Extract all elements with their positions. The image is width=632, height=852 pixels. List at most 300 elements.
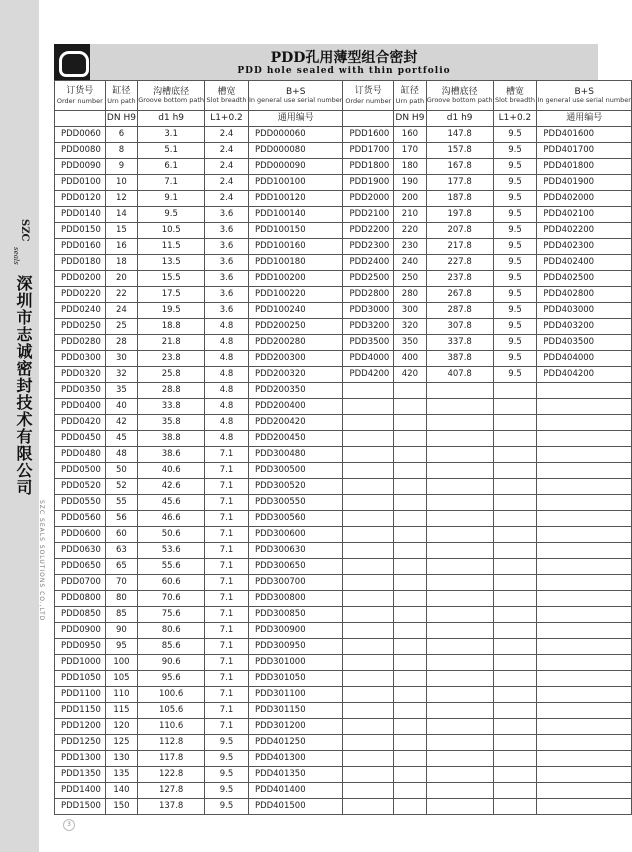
table-cell: 177.8 bbox=[426, 175, 493, 191]
table-cell: 6 bbox=[105, 127, 138, 143]
table-cell bbox=[493, 383, 537, 399]
table-cell: 3.6 bbox=[205, 303, 249, 319]
column-header bbox=[394, 81, 427, 111]
table-cell bbox=[343, 783, 394, 799]
table-cell bbox=[537, 799, 632, 815]
table-cell bbox=[493, 655, 537, 671]
table-cell: 18 bbox=[105, 255, 138, 271]
table-cell bbox=[343, 735, 394, 751]
table-cell: PDD2200 bbox=[343, 223, 394, 239]
page-header bbox=[54, 44, 598, 80]
table-row bbox=[55, 719, 632, 735]
brand-block bbox=[12, 215, 32, 496]
table-cell bbox=[426, 623, 493, 639]
table-cell bbox=[493, 495, 537, 511]
table-cell: 90 bbox=[105, 623, 138, 639]
table-cell: 65 bbox=[105, 559, 138, 575]
table-cell: PDD401700 bbox=[537, 143, 632, 159]
company-name-en: SZC SEALS SOLUTIONS CO.,LTD bbox=[38, 500, 45, 622]
column-header-cn: 沟槽底径 bbox=[441, 87, 478, 97]
table-cell: PDD200450 bbox=[248, 431, 343, 447]
table-cell bbox=[537, 687, 632, 703]
table-cell: PDD1350 bbox=[55, 767, 106, 783]
table-cell: 300 bbox=[394, 303, 427, 319]
table-cell: 7.1 bbox=[205, 447, 249, 463]
table-cell bbox=[426, 687, 493, 703]
table-cell bbox=[493, 719, 537, 735]
table-cell: 320 bbox=[394, 319, 427, 335]
table-cell bbox=[426, 751, 493, 767]
table-row bbox=[55, 479, 632, 495]
column-header-en: Urn path bbox=[395, 96, 425, 105]
table-cell: 250 bbox=[394, 271, 427, 287]
table-cell: 22 bbox=[105, 287, 138, 303]
table-cell: PDD1700 bbox=[343, 143, 394, 159]
table-cell: PDD300900 bbox=[248, 623, 343, 639]
table-row bbox=[55, 703, 632, 719]
table-cell: 9.5 bbox=[493, 239, 537, 255]
page-number: 3 bbox=[63, 819, 75, 831]
table-cell bbox=[493, 575, 537, 591]
table-cell: PDD0180 bbox=[55, 255, 106, 271]
table-cell: PDD404200 bbox=[537, 367, 632, 383]
table-cell: 45 bbox=[105, 431, 138, 447]
table-row bbox=[55, 367, 632, 383]
table-cell: PDD0090 bbox=[55, 159, 106, 175]
table-row bbox=[55, 431, 632, 447]
table-cell: 38.8 bbox=[138, 431, 205, 447]
table-cell: PDD300650 bbox=[248, 559, 343, 575]
table-cell bbox=[493, 591, 537, 607]
table-cell: 9.5 bbox=[205, 767, 249, 783]
table-cell: PDD1300 bbox=[55, 751, 106, 767]
table-cell bbox=[426, 703, 493, 719]
table-cell bbox=[493, 607, 537, 623]
table-cell: PDD301000 bbox=[248, 655, 343, 671]
table-cell: PDD401400 bbox=[248, 783, 343, 799]
table-cell bbox=[493, 703, 537, 719]
column-header bbox=[138, 81, 205, 111]
column-header bbox=[248, 81, 343, 111]
table-cell: 3.6 bbox=[205, 207, 249, 223]
table-cell: 337.8 bbox=[426, 335, 493, 351]
table-cell: 7.1 bbox=[205, 575, 249, 591]
table-cell: PDD1400 bbox=[55, 783, 106, 799]
column-header bbox=[55, 81, 106, 111]
table-cell bbox=[343, 575, 394, 591]
column-subheader: L1+0.2 bbox=[493, 111, 537, 127]
table-cell bbox=[426, 767, 493, 783]
table-cell bbox=[493, 415, 537, 431]
table-cell: 7.1 bbox=[205, 543, 249, 559]
table-cell: PDD0450 bbox=[55, 431, 106, 447]
column-header-en: Order number bbox=[56, 96, 103, 105]
table-cell: 9.5 bbox=[138, 207, 205, 223]
table-cell: 2.4 bbox=[205, 191, 249, 207]
table-cell: PDD0500 bbox=[55, 463, 106, 479]
table-cell: PDD2800 bbox=[343, 287, 394, 303]
table-cell: 52 bbox=[105, 479, 138, 495]
table-cell: 56 bbox=[105, 511, 138, 527]
table-cell bbox=[426, 527, 493, 543]
table-cell: PDD200300 bbox=[248, 351, 343, 367]
table-cell bbox=[343, 639, 394, 655]
table-cell bbox=[343, 511, 394, 527]
table-cell bbox=[537, 479, 632, 495]
table-cell bbox=[493, 751, 537, 767]
table-cell: 210 bbox=[394, 207, 427, 223]
column-subheader: d1 h9 bbox=[426, 111, 493, 127]
table-cell bbox=[343, 623, 394, 639]
table-cell bbox=[394, 687, 427, 703]
table-cell: 7.1 bbox=[205, 591, 249, 607]
table-cell: 80 bbox=[105, 591, 138, 607]
table-cell bbox=[394, 431, 427, 447]
table-row bbox=[55, 559, 632, 575]
table-cell: 9.5 bbox=[205, 799, 249, 815]
table-cell: PDD0060 bbox=[55, 127, 106, 143]
table-cell: 3.6 bbox=[205, 255, 249, 271]
table-cell: PDD402100 bbox=[537, 207, 632, 223]
table-row bbox=[55, 271, 632, 287]
table-cell bbox=[493, 431, 537, 447]
table-cell: PDD0950 bbox=[55, 639, 106, 655]
table-cell bbox=[426, 479, 493, 495]
table-cell: 2.4 bbox=[205, 143, 249, 159]
subheader-row bbox=[55, 111, 632, 127]
table-cell: 7.1 bbox=[138, 175, 205, 191]
table-cell: 170 bbox=[394, 143, 427, 159]
table-cell bbox=[426, 607, 493, 623]
table-cell: 6.1 bbox=[138, 159, 205, 175]
table-cell: 9.1 bbox=[138, 191, 205, 207]
table-cell: PDD301200 bbox=[248, 719, 343, 735]
table-row bbox=[55, 607, 632, 623]
table-cell: PDD0280 bbox=[55, 335, 106, 351]
seal-ring-icon bbox=[54, 44, 90, 80]
table-cell bbox=[343, 543, 394, 559]
table-cell: 7.1 bbox=[205, 495, 249, 511]
table-cell: 33.8 bbox=[138, 399, 205, 415]
table-cell bbox=[343, 527, 394, 543]
table-cell bbox=[493, 623, 537, 639]
table-cell bbox=[537, 719, 632, 735]
table-cell: PDD300600 bbox=[248, 527, 343, 543]
table-cell bbox=[394, 799, 427, 815]
table-cell bbox=[493, 767, 537, 783]
table-cell: PDD301050 bbox=[248, 671, 343, 687]
table-cell: 407.8 bbox=[426, 367, 493, 383]
table-cell: 130 bbox=[105, 751, 138, 767]
table-cell: 125 bbox=[105, 735, 138, 751]
table-cell: PDD100160 bbox=[248, 239, 343, 255]
table-cell: PDD0160 bbox=[55, 239, 106, 255]
table-row bbox=[55, 175, 632, 191]
table-row bbox=[55, 639, 632, 655]
table-cell: PDD100220 bbox=[248, 287, 343, 303]
table-cell bbox=[537, 415, 632, 431]
table-cell: PDD0900 bbox=[55, 623, 106, 639]
table-cell: 9.5 bbox=[205, 783, 249, 799]
table-cell: 140 bbox=[105, 783, 138, 799]
table-cell bbox=[426, 431, 493, 447]
table-cell: 105.6 bbox=[138, 703, 205, 719]
table-cell: 9.5 bbox=[493, 367, 537, 383]
table-cell: PDD3500 bbox=[343, 335, 394, 351]
table-cell: 30 bbox=[105, 351, 138, 367]
table-cell: PDD0850 bbox=[55, 607, 106, 623]
table-cell: 9.5 bbox=[205, 735, 249, 751]
table-cell: PDD0420 bbox=[55, 415, 106, 431]
table-row bbox=[55, 655, 632, 671]
table-cell bbox=[537, 671, 632, 687]
table-cell: 110 bbox=[105, 687, 138, 703]
table-cell: PDD401800 bbox=[537, 159, 632, 175]
table-cell: 40.6 bbox=[138, 463, 205, 479]
table-cell: 9.5 bbox=[493, 127, 537, 143]
table-cell: PDD1900 bbox=[343, 175, 394, 191]
table-cell bbox=[537, 495, 632, 511]
table-row bbox=[55, 207, 632, 223]
table-row bbox=[55, 511, 632, 527]
table-cell: PDD200420 bbox=[248, 415, 343, 431]
table-cell: 220 bbox=[394, 223, 427, 239]
table-cell: 167.8 bbox=[426, 159, 493, 175]
table-cell bbox=[394, 415, 427, 431]
table-cell: 9.5 bbox=[493, 303, 537, 319]
table-cell: 3.6 bbox=[205, 287, 249, 303]
table-cell bbox=[537, 767, 632, 783]
table-cell: PDD401500 bbox=[248, 799, 343, 815]
table-cell: 7.1 bbox=[205, 559, 249, 575]
company-logo-sub: seals bbox=[12, 247, 20, 265]
table-cell: PDD402200 bbox=[537, 223, 632, 239]
table-cell: PDD200400 bbox=[248, 399, 343, 415]
table-cell bbox=[394, 751, 427, 767]
table-cell: PDD403500 bbox=[537, 335, 632, 351]
table-cell: PDD1100 bbox=[55, 687, 106, 703]
table-cell: 55.6 bbox=[138, 559, 205, 575]
table-row bbox=[55, 143, 632, 159]
table-cell: 40 bbox=[105, 399, 138, 415]
table-cell: 197.8 bbox=[426, 207, 493, 223]
table-cell bbox=[394, 543, 427, 559]
table-cell bbox=[394, 623, 427, 639]
table-cell bbox=[426, 735, 493, 751]
table-cell: 18.8 bbox=[138, 319, 205, 335]
table-cell: PDD0800 bbox=[55, 591, 106, 607]
table-cell: 32 bbox=[105, 367, 138, 383]
table-cell: PDD1150 bbox=[55, 703, 106, 719]
table-cell: PDD100180 bbox=[248, 255, 343, 271]
table-cell: 80.6 bbox=[138, 623, 205, 639]
column-subheader bbox=[343, 111, 394, 127]
table-cell: 90.6 bbox=[138, 655, 205, 671]
table-cell: 3.1 bbox=[138, 127, 205, 143]
table-cell: 307.8 bbox=[426, 319, 493, 335]
table-row bbox=[55, 223, 632, 239]
table-cell bbox=[394, 703, 427, 719]
table-cell: 50 bbox=[105, 463, 138, 479]
table-cell bbox=[426, 495, 493, 511]
table-cell: 25.8 bbox=[138, 367, 205, 383]
column-subheader: 通用编号 bbox=[248, 111, 343, 127]
table-cell: 9.5 bbox=[493, 351, 537, 367]
table-cell: PDD401350 bbox=[248, 767, 343, 783]
table-cell: 240 bbox=[394, 255, 427, 271]
table-cell: 207.8 bbox=[426, 223, 493, 239]
column-header-en: Groove bottom path bbox=[138, 96, 205, 104]
table-cell bbox=[426, 639, 493, 655]
table-cell bbox=[537, 623, 632, 639]
table-cell bbox=[394, 591, 427, 607]
column-header-cn: B+S bbox=[285, 87, 306, 97]
table-cell: 267.8 bbox=[426, 287, 493, 303]
table-cell: 9 bbox=[105, 159, 138, 175]
table-row bbox=[55, 783, 632, 799]
table-cell bbox=[537, 543, 632, 559]
table-cell bbox=[343, 655, 394, 671]
table-cell bbox=[493, 543, 537, 559]
table-cell: PDD1000 bbox=[55, 655, 106, 671]
table-cell: PDD4200 bbox=[343, 367, 394, 383]
column-header-cn: 订货号 bbox=[66, 85, 94, 96]
company-name-cn: 深圳市志诚密封技术有限公司 bbox=[14, 274, 33, 496]
column-subheader: L1+0.2 bbox=[205, 111, 249, 127]
table-cell bbox=[493, 447, 537, 463]
table-cell: 100 bbox=[105, 655, 138, 671]
table-cell bbox=[394, 383, 427, 399]
table-cell bbox=[493, 527, 537, 543]
table-cell bbox=[493, 783, 537, 799]
table-cell: 48 bbox=[105, 447, 138, 463]
table-cell bbox=[343, 607, 394, 623]
table-cell bbox=[493, 399, 537, 415]
table-cell: PDD3200 bbox=[343, 319, 394, 335]
column-header-en: Slot breadth bbox=[495, 96, 535, 104]
table-cell: PDD0240 bbox=[55, 303, 106, 319]
table-row bbox=[55, 495, 632, 511]
table-cell bbox=[394, 655, 427, 671]
table-cell bbox=[537, 655, 632, 671]
table-cell: 7.1 bbox=[205, 639, 249, 655]
table-cell: PDD100140 bbox=[248, 207, 343, 223]
table-cell bbox=[426, 383, 493, 399]
table-cell: PDD1050 bbox=[55, 671, 106, 687]
table-cell: 105 bbox=[105, 671, 138, 687]
table-cell: 147.8 bbox=[426, 127, 493, 143]
table-cell bbox=[394, 575, 427, 591]
table-cell: 4.8 bbox=[205, 415, 249, 431]
table-row bbox=[55, 319, 632, 335]
table-cell: PDD2500 bbox=[343, 271, 394, 287]
table-cell: PDD0150 bbox=[55, 223, 106, 239]
table-row bbox=[55, 191, 632, 207]
table-cell: 7.1 bbox=[205, 671, 249, 687]
table-cell: PDD403200 bbox=[537, 319, 632, 335]
table-cell: PDD200250 bbox=[248, 319, 343, 335]
table-cell bbox=[394, 719, 427, 735]
table-cell bbox=[537, 607, 632, 623]
table-cell: 7.1 bbox=[205, 527, 249, 543]
table-cell bbox=[537, 639, 632, 655]
table-cell: 17.5 bbox=[138, 287, 205, 303]
table-cell bbox=[493, 687, 537, 703]
table-cell bbox=[426, 799, 493, 815]
table-cell: 3.6 bbox=[205, 223, 249, 239]
column-header bbox=[493, 81, 537, 111]
table-cell bbox=[426, 511, 493, 527]
table-cell bbox=[343, 383, 394, 399]
table-cell bbox=[394, 607, 427, 623]
column-header-en: In general use serial number bbox=[537, 96, 631, 104]
table-cell: 135 bbox=[105, 767, 138, 783]
table-cell bbox=[343, 687, 394, 703]
table-cell: PDD1600 bbox=[343, 127, 394, 143]
table-cell: PDD1800 bbox=[343, 159, 394, 175]
table-cell: PDD0600 bbox=[55, 527, 106, 543]
table-row bbox=[55, 687, 632, 703]
table-cell: 2.4 bbox=[205, 175, 249, 191]
table-cell: 7.1 bbox=[205, 463, 249, 479]
table-cell: 150 bbox=[105, 799, 138, 815]
table-cell: PDD1250 bbox=[55, 735, 106, 751]
table-cell: 38.6 bbox=[138, 447, 205, 463]
table-cell: PDD000080 bbox=[248, 143, 343, 159]
table-cell: 9.5 bbox=[205, 751, 249, 767]
table-cell bbox=[426, 543, 493, 559]
table-cell: 7.1 bbox=[205, 623, 249, 639]
table-cell: 7.1 bbox=[205, 687, 249, 703]
table-cell: 53.6 bbox=[138, 543, 205, 559]
table-cell: 75.6 bbox=[138, 607, 205, 623]
table-cell bbox=[394, 735, 427, 751]
table-cell: PDD3000 bbox=[343, 303, 394, 319]
table-cell bbox=[537, 431, 632, 447]
table-cell: 9.5 bbox=[493, 159, 537, 175]
table-cell: 14 bbox=[105, 207, 138, 223]
table-row bbox=[55, 239, 632, 255]
table-cell: PDD200320 bbox=[248, 367, 343, 383]
table-cell: 7.1 bbox=[205, 607, 249, 623]
table-cell bbox=[537, 527, 632, 543]
table-cell: 13.5 bbox=[138, 255, 205, 271]
column-header-en: Urn path bbox=[107, 96, 136, 105]
column-header bbox=[205, 81, 249, 111]
table-cell: 4.8 bbox=[205, 367, 249, 383]
table-row bbox=[55, 303, 632, 319]
table-cell: 95.6 bbox=[138, 671, 205, 687]
column-header bbox=[343, 81, 394, 111]
table-cell: 9.5 bbox=[493, 191, 537, 207]
table-cell bbox=[394, 527, 427, 543]
table-cell bbox=[493, 479, 537, 495]
table-cell: PDD0560 bbox=[55, 511, 106, 527]
table-cell bbox=[343, 495, 394, 511]
table-cell bbox=[394, 479, 427, 495]
table-cell bbox=[343, 671, 394, 687]
table-cell: PDD402800 bbox=[537, 287, 632, 303]
table-cell: 237.8 bbox=[426, 271, 493, 287]
column-header bbox=[105, 81, 138, 111]
column-subheader: DN H9 bbox=[394, 111, 427, 127]
table-cell bbox=[493, 559, 537, 575]
table-cell: 60 bbox=[105, 527, 138, 543]
table-row bbox=[55, 415, 632, 431]
table-cell: 35 bbox=[105, 383, 138, 399]
table-cell: 2.4 bbox=[205, 127, 249, 143]
table-cell: 21.8 bbox=[138, 335, 205, 351]
